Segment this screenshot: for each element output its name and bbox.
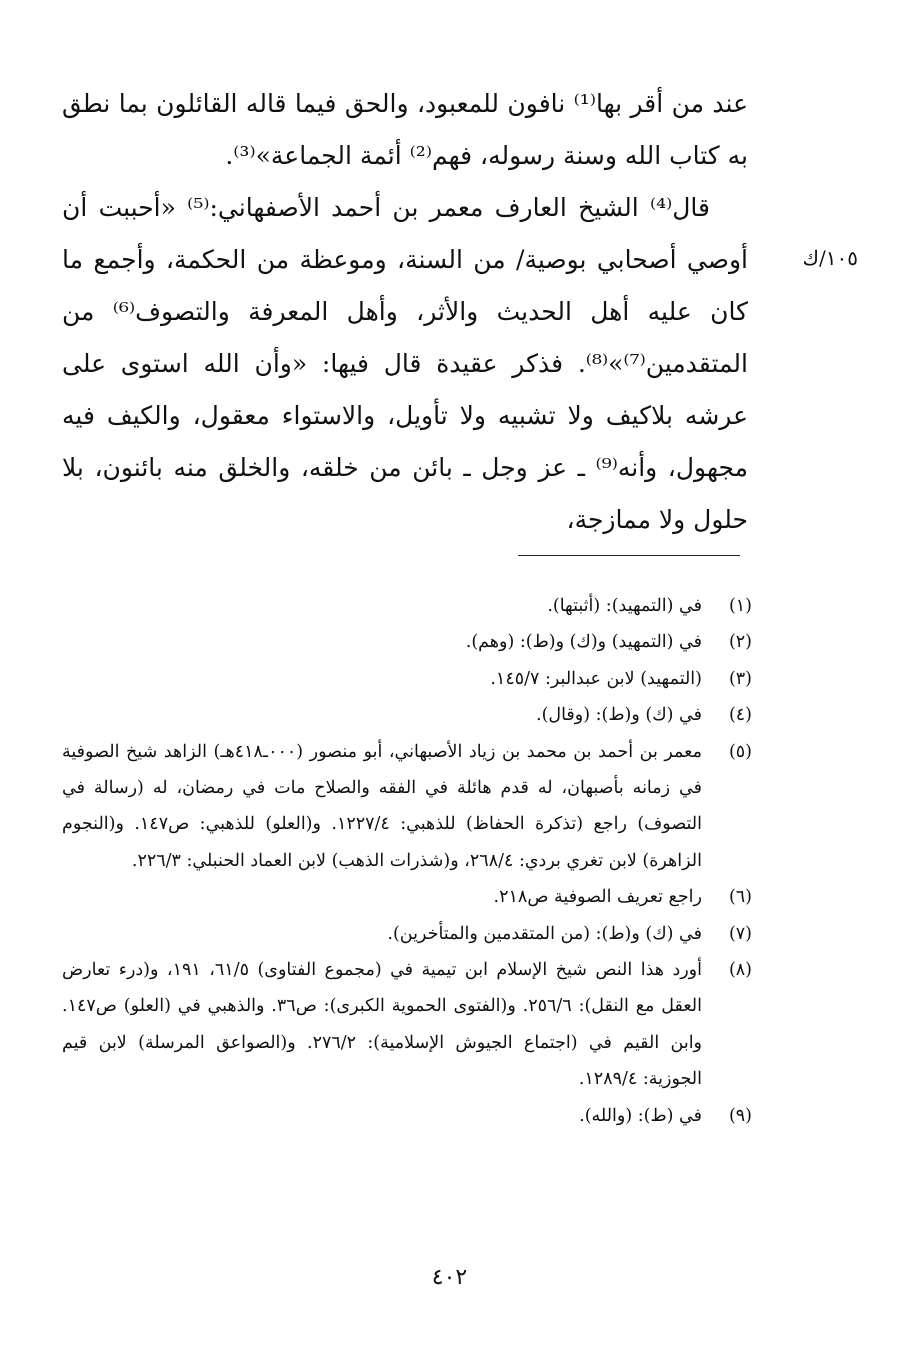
footnote-1: [62, 588, 752, 624]
footnote-text: (التمهيد) لابن عبدالبر: ١٤٥/٧.: [490, 668, 702, 689]
page-number: ٤٠٢: [431, 1265, 468, 1290]
footnote-text: في (ط): (والله).: [579, 1105, 702, 1126]
footnote-number: (٥): [728, 741, 752, 762]
footnote-text: راجع تعريف الصوفية ص٢١٨.: [493, 887, 702, 908]
footnote-number: (٣): [728, 668, 752, 689]
footnote-5: [62, 734, 752, 880]
main-paragraph-2: قال⁽⁴⁾ الشيخ العارف معمر بن أحمد الأصفهاني:⁽⁵⁾ «أحببت أن أوصي أصحابي بوصية/ من السنة، وموعظة من الحكمة، وأجمع ما كان عليه أهل الحديث والأثر، وأهل المعرفة والتصوف⁽⁶⁾ من المتقدمين⁽⁷⁾»⁽⁸⁾. فذكر عقيدة قال فيها: «وأن الله استوى على عرشه بلاكيف ولا تشبيه ولا تأويل، والاستواء معقول، والكيف فيه مجهول، وأنه⁽⁹⁾ ـ عز وجل ـ بائن من خلقه، والخلق منه بائنون، بلا حلول ولا ممازجة،: [62, 193, 748, 534]
footnote-text: في (التمهيد) و(ك) و(ط): (وهم).: [465, 632, 702, 653]
main-paragraph-1: عند من أقر بها⁽¹⁾ نافون للمعبود، والحق فيما قاله القائلون بما نطق به كتاب الله وسنة رسوله، فهم⁽²⁾ أئمة الجماعة»⁽³⁾.: [62, 89, 748, 170]
footnotes-section: [62, 588, 752, 1134]
footnote-6: [62, 879, 752, 915]
footnote-3: [62, 661, 752, 697]
footnote-9: [62, 1098, 752, 1134]
footnote-2: [62, 624, 752, 660]
main-text-body: [62, 78, 748, 546]
margin-manuscript-reference: ١٠٥/ك: [802, 246, 858, 270]
footnote-number: (٧): [728, 923, 752, 944]
footnote-4: [62, 697, 752, 733]
footnote-text: أورد هذا النص شيخ الإسلام ابن تيمية في (مجموع الفتاوى) ٦١/٥، ١٩١، و(درء تعارض العقل مع النقل): ٢٥٦/٦. و(الفتوى الحموية الكبرى): ص٣٦. والذهبي في (العلو) ص١٤٧. وابن القيم في (اجتماع الجيوش الإسلامية): ٢٧٦/٢. و(الصواعق المرسلة) لابن قيم الجوزية: ١٢٨٩/٤.: [62, 960, 703, 1090]
footnote-divider: [518, 555, 740, 556]
footnote-number: (١): [728, 596, 752, 616]
footnote-text: معمر بن أحمد بن محمد بن زياد الأصبهاني، أبو منصور (٠٠٠ـ٤١٨هـ) الزاهد شيخ الصوفية في زمانه بأصبهان، له قدم هائلة في الفقه والصلاح مات في رمضان، له (رسالة في التصوف) راجع (تذكرة الحفاظ) للذهبي: ١٢٢٧/٤. و(العلو) للذهبي: ص١٤٧. و(النجوم الزاهرة) لابن تغري بردي: ٢٦٨/٤، و(شذرات الذهب) لابن العماد الحنبلي: ٢٢٦/٣.: [62, 741, 703, 871]
footnote-7: [62, 916, 752, 952]
footnote-8: [62, 952, 752, 1098]
footnote-number: (٤): [728, 705, 752, 726]
footnote-number: (٩): [728, 1105, 752, 1126]
footnote-text: في (ك) و(ط): (من المتقدمين والمتأخرين).: [387, 923, 702, 944]
footnote-number: (٦): [728, 887, 752, 908]
footnote-text: في (التمهيد): (أثبتها).: [547, 596, 702, 616]
footnote-number: (٢): [728, 632, 752, 653]
footnote-number: (٨): [728, 960, 752, 981]
footnote-text: في (ك) و(ط): (وقال).: [536, 705, 702, 726]
